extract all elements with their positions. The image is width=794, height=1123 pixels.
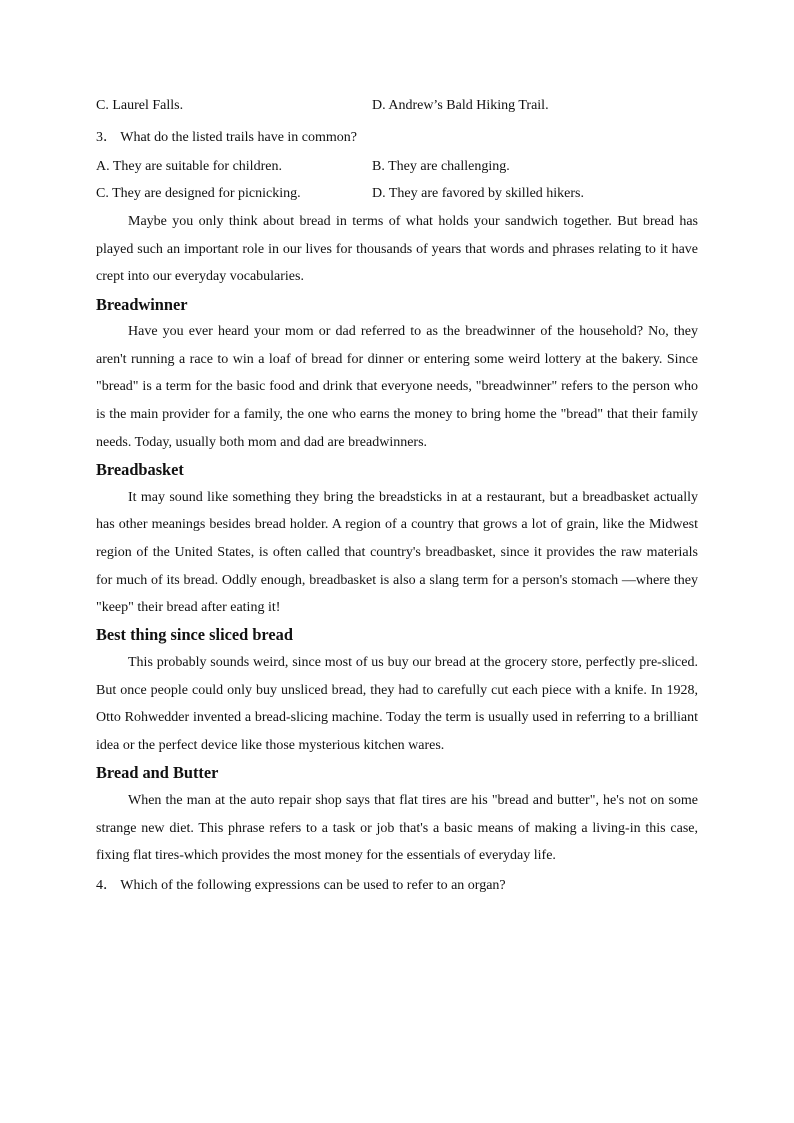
section-heading-breadwinner: Breadwinner	[96, 294, 188, 314]
section-text-bread-and-butter: When the man at the auto repair shop says that flat tires are his "bread and butter", he's not on some strange new diet. This phrase refers to a task or job that's a basic means of making a living-in this case, fixing flat tires-which provides the most money for the essentials of everyday life.	[96, 793, 698, 864]
q2-option-d: D. Andrew’s Bald Hiking Trail.	[372, 97, 549, 113]
section-text-breadbasket: It may sound like something they bring the breadsticks in at a restaurant, but a breadbasket actually has other meanings besides bread holder. A region of a country that grows a lot of grain, like the Midwest region of the United States, is often called that country's breadbasket, since it provides the raw materials for much of its bread. Oddly enough, breadbasket is also a slang term for a person's stomach —where they "keep" their bread after eating it!	[96, 489, 698, 616]
section-text-breadwinner: Have you ever heard your mom or dad referred to as the breadwinner of the household? No, they aren't running a race to win a loaf of bread for dinner or entering some weird lottery at the bakery. Since "bread" is a term for the basic food and drink that everyone needs, "breadwinner" refers to the person who is the main provider for a family, the one who earns the money to bring home the "bread" that their family needs. Today, usually both mom and dad are breadwinners.	[96, 324, 698, 450]
q3-options-row-2	[96, 181, 698, 209]
section-heading-breadbasket: Breadbasket	[96, 460, 184, 479]
document-page	[96, 92, 698, 897]
q4-question: 4． Which of the following expressions can be used to refer to an organ?	[96, 877, 506, 893]
section-text-sliced-bread: This probably sounds weird, since most of us buy our bread at the grocery store, perfectly pre-sliced. But once people could only buy unsliced bread, they had to carefully cut each piece with a knife. In 1928, Otto Rohwedder invented a bread-slicing machine. Today the term is usually used in referring to a brilliant idea or the perfect device like those mysterious kitchen wares.	[96, 655, 698, 753]
q3-option-c: C. They are designed for picnicking.	[96, 186, 301, 202]
q3-option-b: B. They are challenging.	[372, 158, 510, 174]
q3-question: 3． What do the listed trails have in common?	[96, 130, 358, 146]
q3-options-row-1	[96, 153, 698, 181]
q3-option-a: A. They are suitable for children.	[96, 158, 282, 174]
q2-option-c: C. Laurel Falls.	[96, 97, 184, 113]
section-heading-sliced-bread: Best thing since sliced bread	[96, 625, 293, 645]
q2-options-row	[96, 92, 698, 120]
passage-intro: Maybe you only think about bread in terms of what holds your sandwich together. But bread has played such an important role in our lives for thousands of years that words and phrases relating to it have crept into our everyday vocabularies.	[96, 214, 698, 285]
section-heading-bread-and-butter: Bread and Butter	[96, 763, 219, 783]
q3-option-d: D. They are favored by skilled hikers.	[372, 186, 585, 202]
